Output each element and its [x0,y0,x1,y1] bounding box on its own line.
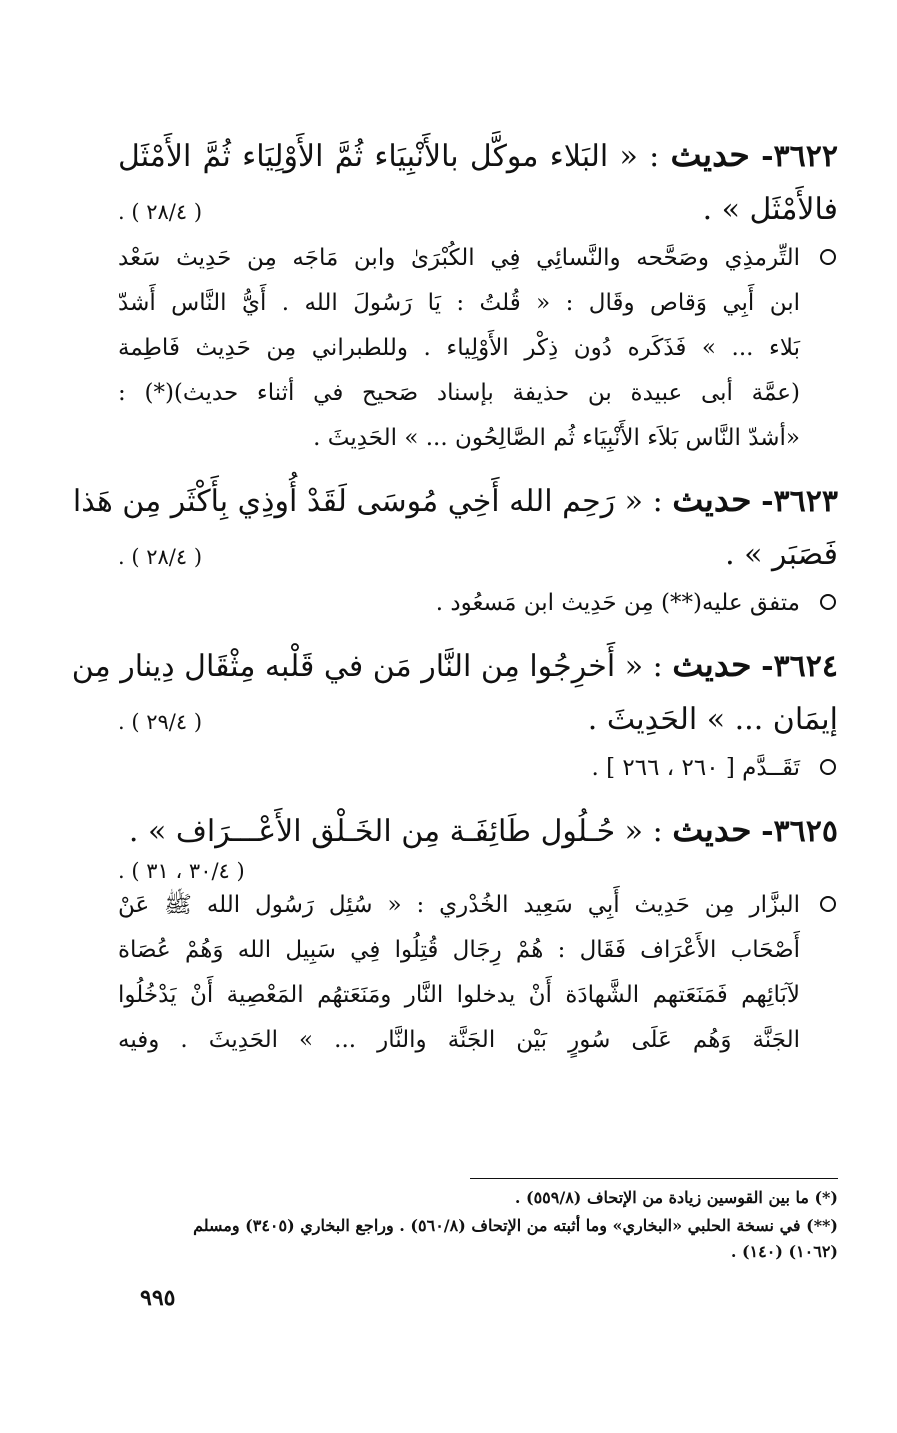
hadith-number: ٣٦٢٤- [761,649,838,684]
hadith-keyword: حديث [670,135,750,174]
hadith-keyword: حديث [672,810,752,849]
volume-page-reference: ( ٣٠/٤ ، ٣١ ) . [118,859,245,883]
circle-bullet-icon [820,594,836,610]
commentary-line: لآبَائِهم فَمَنَعَتهم الشَّهادَة أَنْ يدخلوا النَّار ومَنَعَتهُم المَعْصِية أَنْ يَدْخُلُوا [118,982,800,1008]
volume-page-reference: ( ٢٩/٤ ) . [118,710,203,734]
circle-bullet-icon [820,249,836,265]
volume-page-reference: ( ٢٨/٤ ) . [118,200,203,224]
hadith-text: : « أَخرِجُوا مِن النَّار مَن في قَلْبه مِثْقَال دِينار مِن [71,649,663,684]
circle-bullet-icon [820,896,836,912]
hadith-text-continued: فَصَبَر » . [725,537,838,572]
page-number: ٩٩٥ [140,1285,176,1311]
hadith-keyword: حديث [672,480,752,519]
hadith-number: ٣٦٢٣- [761,484,838,519]
hadith-line-with-ref [118,694,838,746]
hadith-keyword: حديث [672,645,752,684]
hadith-line [72,473,838,529]
hadith-line [71,638,838,694]
hadith-text-continued: إيمَان ... » الحَدِيثَ . [587,702,838,737]
commentary-line: بَلاء ... » فَذَكَره دُون ذِكْر الأَوْلِياء . وللطبراني مِن حَدِيث فَاطِمة [118,335,800,361]
hadith-text: : « البَلاء موكَّل بالأَنْبِيَاء ثُمَّ الأَوْلِيَاء ثُمَّ الأَمْثَل [118,139,660,174]
hadith-text-continued: فالأَمْثَل » . [702,192,838,227]
hadith-line [118,128,838,184]
hadith-number: ٣٦٢٢- [761,139,838,174]
circle-bullet-icon [820,759,836,775]
commentary-line: «أشدّ النَّاس بَلاَء الأَنْبِيَاء ثُم الصَّالِحُون ... » الحَدِيثَ . [313,425,800,451]
footnote-1: (*) ما بين القوسين زيادة من الإتحاف (٥٥٩/٨) . [514,1188,838,1207]
hadith-entry-3625 [118,803,838,1063]
hadith-line-with-ref [118,184,838,236]
hadith-entry-3623 [72,473,838,626]
hadith-line [118,803,838,859]
commentary-line: أَصْحَاب الأَعْرَاف فَقَال : هُمْ رِجَال قُتِلُوا فِي سَبِيل الله وَهُمْ عُصَاة [118,937,800,963]
page-body [71,128,838,1063]
hadith-number: ٣٦٢٥- [761,814,838,849]
footnote-2: (**) في نسخة الحلبي «البخاري» وما أثبته من الإتحاف (٥٦٠/٨) . وراجع البخاري (٣٤٠٥) ومسلم [193,1216,838,1235]
commentary-line: تَقَــدَّم [ ٢٦٠ ، ٢٦٦ ] . [118,746,838,791]
footnote-divider [470,1178,838,1179]
commentary-line: (عمَّة أبى عبيدة بن حذيفة بإسناد صَحيح في أثناء حديث)(*) : [118,380,800,406]
footnote-2-continued: (١٠٦٢) (١٤٠) . [730,1242,838,1261]
commentary-line: التِّرمذِي وصَحَّحه والنَّسائِي فِي الكُبْرَىٰ وابن مَاجَه مِن حَدِيث سَعْد [118,236,838,281]
hadith-entry-3624 [71,638,838,791]
volume-page-reference: ( ٢٨/٤ ) . [118,545,203,569]
commentary-line: الجَنَّة وَهُم عَلَى سُورٍ بَيْن الجَنَّة والنَّار ... » الحَدِيثَ . وفيه [118,1027,800,1053]
hadith-entry-3622 [118,128,838,461]
hadith-line-with-ref [118,859,838,883]
hadith-text: : « حُـلُول طَائِفَـة مِن الخَـلْق الأَعْـــرَاف » . [128,814,663,849]
hadith-line-with-ref [118,529,838,581]
hadith-text: : « رَحِم الله أَخِي مُوسَى لَقَدْ أُوذِي بِأَكْثَر مِن هَذا [72,484,663,519]
commentary-line: متفق عليه(**) مِن حَدِيث ابن مَسعُود . [118,581,838,626]
commentary-line: البزَّار مِن حَدِيث أَبِي سَعِيد الخُدْري : « سُئِل رَسُول الله ﷺ عَنْ [118,883,838,928]
commentary-line: ابن أَبِي وَقاص وقَال : « قُلتُ : يَا رَسُولَ الله . أَيُّ النَّاس أَشدّ [118,290,800,316]
